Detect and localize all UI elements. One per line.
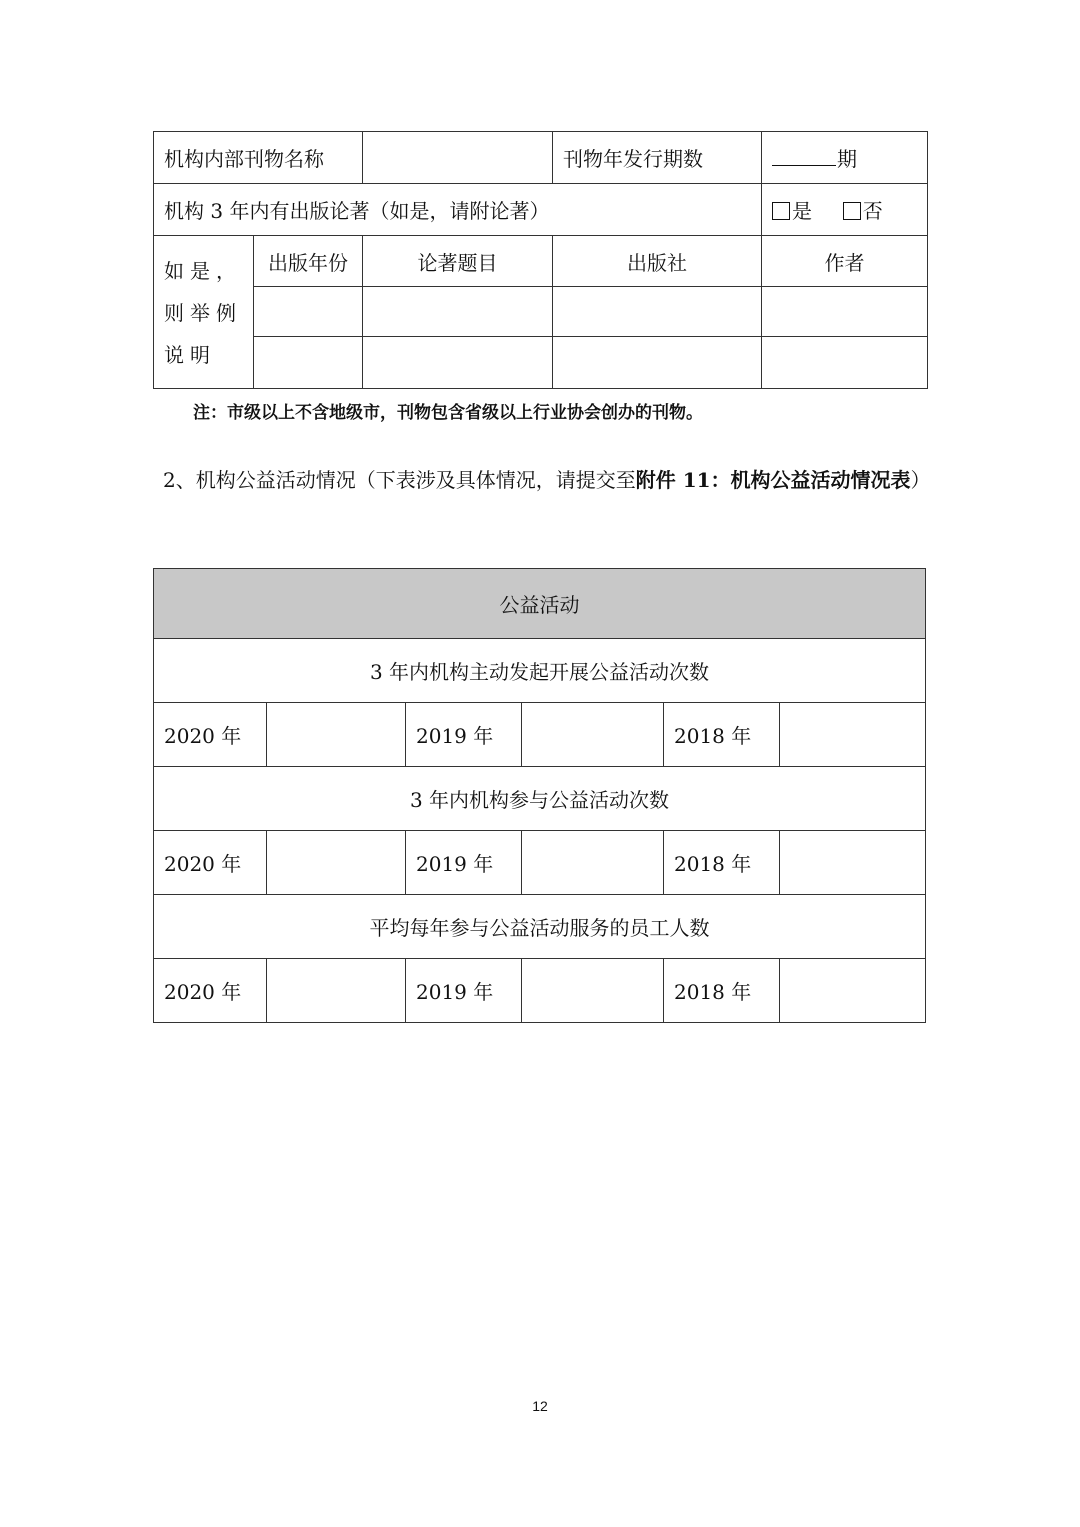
year-label: 2018 年 <box>664 831 780 895</box>
journal-frequency-label: 刊物年发行期数 <box>553 132 762 184</box>
section-2-attachment: 附件 11：机构公益活动情况表 <box>635 468 911 492</box>
publications-table <box>153 131 928 389</box>
header-year: 出版年份 <box>254 236 363 287</box>
year-label: 2020 年 <box>154 959 267 1023</box>
publication-question-row <box>154 184 928 236</box>
example-row <box>154 287 928 337</box>
year-row <box>154 959 926 1023</box>
header-publisher: 出版社 <box>553 236 762 287</box>
staff-count-title: 平均每年参与公益活动服务的员工人数 <box>154 895 926 959</box>
no-label: 否 <box>862 199 883 223</box>
yes-label: 是 <box>792 199 812 223</box>
example-cell <box>363 287 553 337</box>
value-cell <box>780 959 926 1023</box>
year-label: 2020 年 <box>154 703 267 767</box>
public-welfare-table <box>153 568 926 1023</box>
example-row <box>154 337 928 389</box>
examples-header-row <box>154 236 928 287</box>
year-label: 2018 年 <box>664 703 780 767</box>
table-header: 公益活动 <box>154 569 926 639</box>
year-label: 2019 年 <box>406 703 522 767</box>
value-cell <box>267 703 406 767</box>
header-author: 作者 <box>762 236 928 287</box>
table-note: 注：市级以上不含地级市，刊物包含省级以上行业协会创办的刊物。 <box>193 403 703 423</box>
year-row <box>154 831 926 895</box>
section-title-row <box>154 767 926 831</box>
publication-question-label: 机构 3 年内有出版论著（如是，请附论著） <box>154 184 762 236</box>
frequency-blank <box>772 147 836 166</box>
example-cell <box>762 337 928 389</box>
journal-frequency-cell <box>762 132 928 184</box>
example-cell <box>762 287 928 337</box>
yes-no-cell <box>762 184 928 236</box>
value-cell <box>522 831 664 895</box>
year-label: 2020 年 <box>154 831 267 895</box>
example-cell <box>254 337 363 389</box>
value-cell <box>522 959 664 1023</box>
page-number: 12 <box>532 1398 548 1414</box>
example-cell <box>553 287 762 337</box>
no-checkbox <box>843 202 861 220</box>
section-2-end: ） <box>910 468 931 492</box>
examples-side-label: 如是，则举例说明 <box>154 236 254 389</box>
participated-activities-title: 3 年内机构参与公益活动次数 <box>154 767 926 831</box>
example-cell <box>553 337 762 389</box>
value-cell <box>267 959 406 1023</box>
journal-name-cell <box>363 132 553 184</box>
section-title-row <box>154 639 926 703</box>
header-title: 论著题目 <box>363 236 553 287</box>
yes-checkbox <box>772 202 790 220</box>
year-label: 2018 年 <box>664 959 780 1023</box>
initiated-activities-title: 3 年内机构主动发起开展公益活动次数 <box>154 639 926 703</box>
example-cell <box>363 337 553 389</box>
value-cell <box>780 831 926 895</box>
year-label: 2019 年 <box>406 831 522 895</box>
value-cell <box>267 831 406 895</box>
year-row <box>154 703 926 767</box>
table-header-row <box>154 569 926 639</box>
section-2-text: 2、机构公益活动情况（下表涉及具体情况，请提交至 <box>163 468 636 492</box>
value-cell <box>780 703 926 767</box>
section-2-heading <box>163 460 933 501</box>
year-label: 2019 年 <box>406 959 522 1023</box>
example-cell <box>254 287 363 337</box>
frequency-suffix: 期 <box>837 147 857 171</box>
journal-row <box>154 132 928 184</box>
value-cell <box>522 703 664 767</box>
journal-name-label: 机构内部刊物名称 <box>154 132 363 184</box>
section-title-row <box>154 895 926 959</box>
